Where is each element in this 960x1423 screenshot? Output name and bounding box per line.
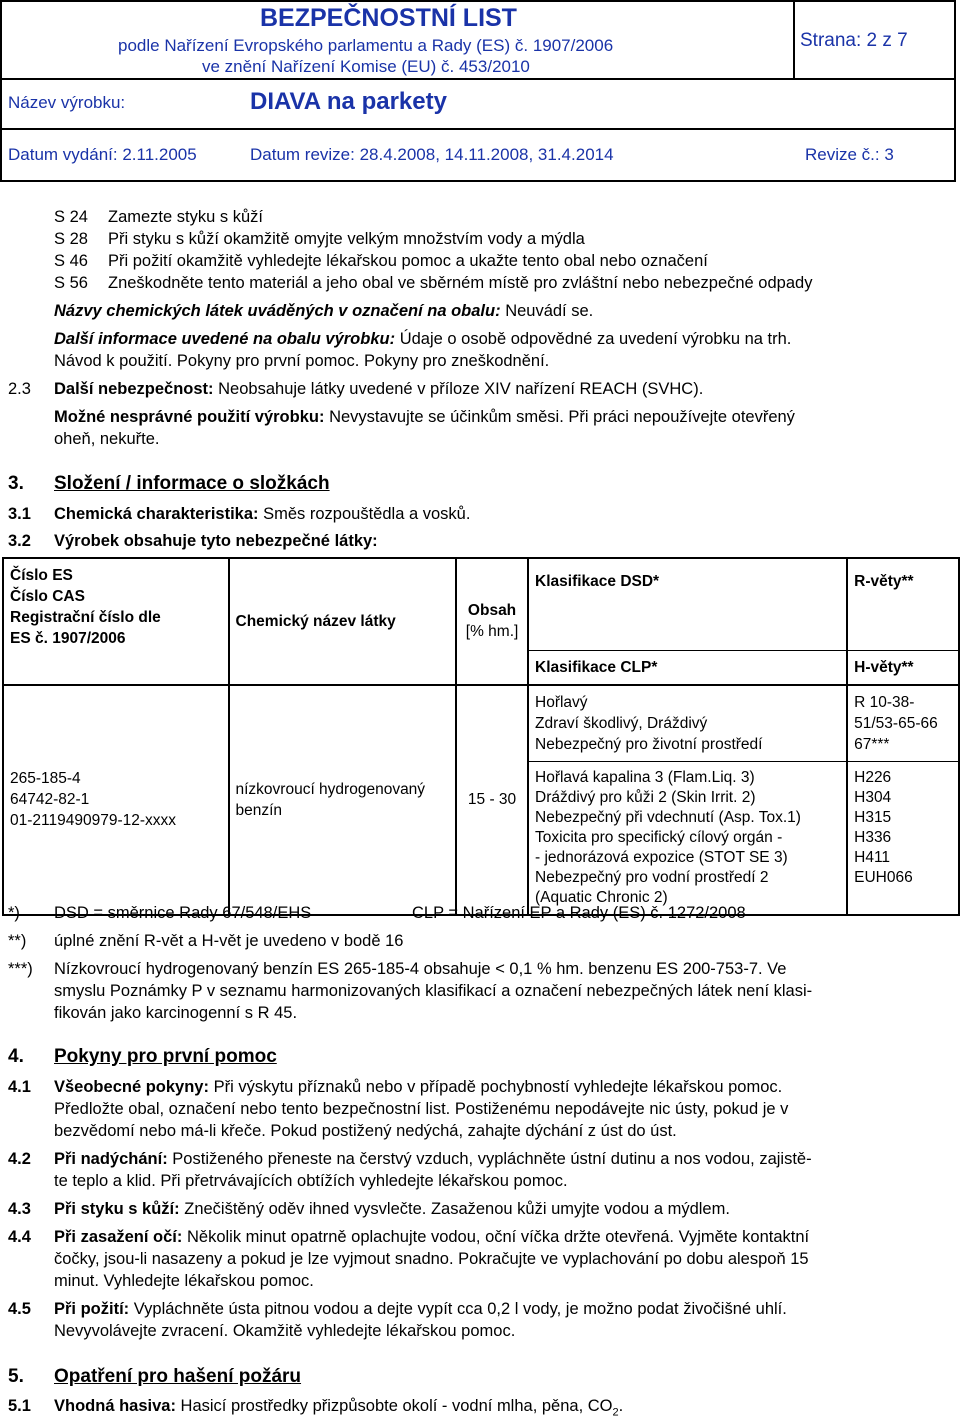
cell-text: Toxicita pro specifický cílový orgán -: [535, 828, 783, 846]
section-number: 5.: [8, 1366, 24, 1387]
cell-text: 64742-82-1: [10, 791, 90, 808]
footnote-text: fikován jako karcinogenní s R 45.: [54, 1004, 298, 1022]
header-text: ES č. 1907/2006: [10, 630, 126, 647]
header-h: H-věty**: [847, 650, 959, 685]
cell-text: R 10-38-: [854, 693, 915, 711]
first-aid-text: Postiženého přeneste na čerstvý vzduch, vypláchněte ústní dutinu a nos vodou, zajistě-: [172, 1150, 812, 1168]
s-phrase-code: S 46: [54, 252, 88, 270]
chem-char-label: Chemická charakteristika:: [54, 505, 259, 523]
first-aid-line: [54, 1226, 809, 1248]
footnote-text: DSD = směrnice Rady 67/548/EHS: [54, 904, 312, 922]
misuse-line: [54, 406, 795, 428]
misuse-label: Možné nesprávné použití výrobku:: [54, 408, 325, 426]
header-text: Registrační číslo dle: [10, 609, 161, 626]
cell-text: Hořlavý: [535, 693, 588, 711]
cell-text: Nebezpečný pro vodní prostředí 2: [535, 868, 769, 886]
header-divider: [0, 78, 956, 80]
regulation-line: podle Nařízení Evropského parlamentu a Rady (ES) č. 1907/2006: [118, 36, 614, 55]
page-number: Strana: 2 z 7: [800, 30, 908, 51]
cell-content: 15 - 30: [456, 685, 528, 915]
cell-text: 67***: [854, 735, 890, 753]
header-dsd: Klasifikace DSD*: [528, 558, 847, 650]
header-text: [% hm.]: [465, 623, 519, 641]
first-aid-text: Vypláchněte ústa pitnou vodou a dejte vypít cca 0,2 l vody, je možno podat živočišné uhlí.: [133, 1300, 787, 1318]
cell-h: [847, 761, 959, 915]
extinguishing-text: Hasicí prostředky přizpůsobte okolí - vodní mlha, pěna, CO: [180, 1397, 613, 1415]
other-hazards-line: [54, 378, 703, 400]
footnote-text: CLP = Nařízení EP a Rady (ES) č. 1272/2008: [412, 904, 746, 922]
header-text: Obsah: [467, 602, 517, 620]
cell-text: 51/53-65-66: [854, 714, 938, 732]
cell-text: 01-2119490979-12-xxxx: [10, 812, 177, 829]
cell-text: H336: [854, 828, 892, 846]
section-title: Složení / informace o složkách: [54, 473, 330, 494]
revision-dates: Datum revize: 28.4.2008, 14.11.2008, 31.4.2014: [250, 145, 614, 164]
cell-text: H315: [854, 808, 892, 826]
cell-dsd: [528, 685, 847, 762]
first-aid-text: bezvědomí nebo má-li křeče. Pokud postižený nedýchá, zahajte dýchání z úst do úst.: [54, 1122, 677, 1140]
document-title: BEZPEČNOSTNÍ LIST: [260, 4, 517, 32]
first-aid-label: Všeobecné pokyny:: [54, 1078, 209, 1096]
section-number: 4.3: [8, 1200, 31, 1218]
footnote-mark: **): [8, 932, 27, 950]
other-info-label: Další informace uvedené na obalu výrobku:: [54, 330, 396, 348]
section-number: 4.5: [8, 1300, 31, 1318]
first-aid-text: te teplo a klid. Při přetrvávajících obtížích vyhledejte lékařskou pomoc.: [54, 1172, 568, 1190]
cell-text: H304: [854, 788, 892, 806]
header-r: R-věty**: [847, 558, 959, 650]
misuse-text: oheň, nekuřte.: [54, 430, 160, 448]
cell-text: Hořlavá kapalina 3 (Flam.Liq. 3): [535, 768, 755, 786]
section-number: 5.1: [8, 1397, 31, 1415]
first-aid-label: Při zasažení očí:: [54, 1228, 183, 1246]
cell-ids: [3, 685, 229, 915]
issue-date: Datum vydání: 2.11.2005: [8, 145, 197, 164]
cell-text: H411: [854, 848, 891, 866]
s-phrase-text: Zamezte styku s kůží: [108, 208, 263, 226]
other-info-value: Návod k použití. Pokyny pro první pomoc. Pokyny pro zneškodnění.: [54, 352, 550, 370]
chem-char-line: [54, 503, 470, 525]
cell-text: Zdraví škodlivý, Dráždivý: [535, 714, 708, 732]
first-aid-label: Při styku s kůží:: [54, 1200, 180, 1218]
section-number: 3.2: [8, 532, 31, 550]
table-row: [3, 685, 959, 762]
cell-name: [229, 685, 457, 915]
cell-text: nízkovroucí hydrogenovaný: [235, 780, 426, 798]
section-title: Pokyny pro první pomoc: [54, 1046, 277, 1067]
s-phrase-text: Při styku s kůží okamžitě omyjte velkým množstvím vody a mýdla: [108, 230, 585, 248]
first-aid-text: Předložte obal, označení nebo tento bezpečnostní list. Postiženému nepodávejte nic ústy, pokud je v: [54, 1100, 789, 1118]
section-number: 4.: [8, 1046, 24, 1067]
revision-number: Revize č.: 3: [805, 145, 894, 164]
first-aid-text: Znečištěný oděv ihned vysvlečte. Zasaženou kůži umyjte vodou a mýdlem.: [184, 1200, 730, 1218]
cell-r: [847, 685, 959, 762]
s-phrase-text: Zneškodněte tento materiál a jeho obal ve sběrném místě pro zvláštní nebo nebezpečné odpady: [108, 274, 813, 292]
first-aid-label: Při nadýchání:: [54, 1150, 168, 1168]
first-aid-line: [54, 1148, 812, 1170]
other-hazards-label: Další nebezpečnost:: [54, 380, 214, 398]
footnote-mark: *): [8, 904, 20, 922]
cell-text: EUH066: [854, 868, 913, 886]
s-phrase-text: Při požití okamžitě vyhledejte lékařskou pomoc a ukažte tento obal nebo označení: [108, 252, 708, 270]
cell-text: Dráždivý pro kůži 2 (Skin Irrit. 2): [535, 788, 756, 806]
s-phrase-code: S 28: [54, 230, 88, 248]
s-phrase-code: S 24: [54, 208, 88, 226]
section-number: 3.1: [8, 505, 31, 523]
chem-names-line: [54, 300, 593, 322]
header-content: [456, 558, 528, 685]
footnote-mark: ***): [8, 960, 33, 978]
other-info-value: Údaje o osobě odpovědné za uvedení výrobku na trh.: [399, 330, 792, 348]
section-number: 4.1: [8, 1078, 31, 1096]
cell-text: Nebezpečný při vdechnutí (Asp. Tox.1): [535, 808, 801, 826]
header-ids: [3, 558, 229, 685]
extinguishing-line: [54, 1395, 623, 1423]
section-number: 4.2: [8, 1150, 31, 1168]
cell-text: - jednorázová expozice (STOT SE 3): [535, 848, 788, 866]
section-number: 3.: [8, 473, 24, 494]
hazardous-substances-label: Výrobek obsahuje tyto nebezpečné látky:: [54, 532, 378, 550]
table-header-row: [3, 558, 959, 650]
chem-char-text: Směs rozpouštědla a vosků.: [263, 505, 471, 523]
regulation-line: ve znění Nařízení Komise (EU) č. 453/2010: [202, 57, 530, 76]
cell-clp: [528, 761, 847, 915]
header-text: Číslo ES: [10, 567, 73, 584]
extinguishing-end: .: [618, 1397, 624, 1415]
substances-table: [2, 557, 960, 916]
cell-text: Nebezpečný pro životní prostředí: [535, 735, 763, 753]
chem-names-label: Názvy chemických látek uváděných v označení na obalu:: [54, 302, 501, 320]
section-title: Opatření pro hašení požáru: [54, 1366, 302, 1387]
cell-text: benzín: [235, 801, 283, 819]
header-clp: Klasifikace CLP*: [528, 650, 847, 685]
section-number: 2.3: [8, 380, 31, 398]
cell-text: (Aquatic Chronic 2): [535, 888, 668, 906]
first-aid-line: [54, 1076, 782, 1098]
first-aid-line: [54, 1298, 787, 1320]
product-label: Název výrobku:: [8, 93, 126, 112]
other-info-line: [54, 328, 791, 350]
header-name: Chemický název látky: [229, 558, 457, 685]
first-aid-label: Při požití:: [54, 1300, 130, 1318]
cell-text: 265-185-4: [10, 770, 81, 787]
cell-text: H226: [854, 768, 892, 786]
other-hazards-text: Neobsahuje látky uvedené v příloze XIV nařízení REACH (SVHC).: [218, 380, 704, 398]
footnote-text: Nízkovroucí hydrogenovaný benzín ES 265-185-4 obsahuje < 0,1 % hm. benzenu ES 200-753-7. Ve: [54, 960, 787, 978]
extinguishing-label: Vhodná hasiva:: [54, 1397, 176, 1415]
misuse-text: Nevystavujte se účinkům směsi. Při práci nepoužívejte otevřený: [329, 408, 795, 426]
header-text: Číslo CAS: [10, 588, 85, 605]
header-divider: [793, 0, 795, 80]
footnote-text: úplné znění R-vět a H-vět je uvedeno v bodě 16: [54, 932, 404, 950]
subscript: 2: [612, 1406, 619, 1419]
first-aid-text: minut. Vyhledejte lékařskou pomoc.: [54, 1272, 314, 1290]
section-number: 4.4: [8, 1228, 31, 1246]
first-aid-text: čočky, jsou-li nasazeny a pokud je lze vyjmout snadno. Pokračujte ve vyplachování po dobu alespoň 15: [54, 1250, 809, 1268]
first-aid-line: [54, 1198, 730, 1220]
product-name: DIAVA na parkety: [250, 88, 447, 115]
first-aid-text: Nevyvolávejte zvracení. Okamžitě vyhledejte lékařskou pomoc.: [54, 1322, 516, 1340]
first-aid-text: Při výskytu příznaků nebo v případě pochybností vyhledejte lékařskou pomoc.: [213, 1078, 783, 1096]
header-divider: [0, 128, 956, 130]
s-phrase-code: S 56: [54, 274, 88, 292]
first-aid-text: Několik minut opatrně oplachujte vodou, oční víčka držte otevřená. Vyjměte kontaktní: [186, 1228, 810, 1246]
chem-names-value: Neuvádí se.: [505, 302, 594, 320]
footnote-text: smyslu Poznámky P v seznamu harmonizovaných klasifikací a označení nebezpečných látek není klasi-: [54, 982, 813, 1000]
